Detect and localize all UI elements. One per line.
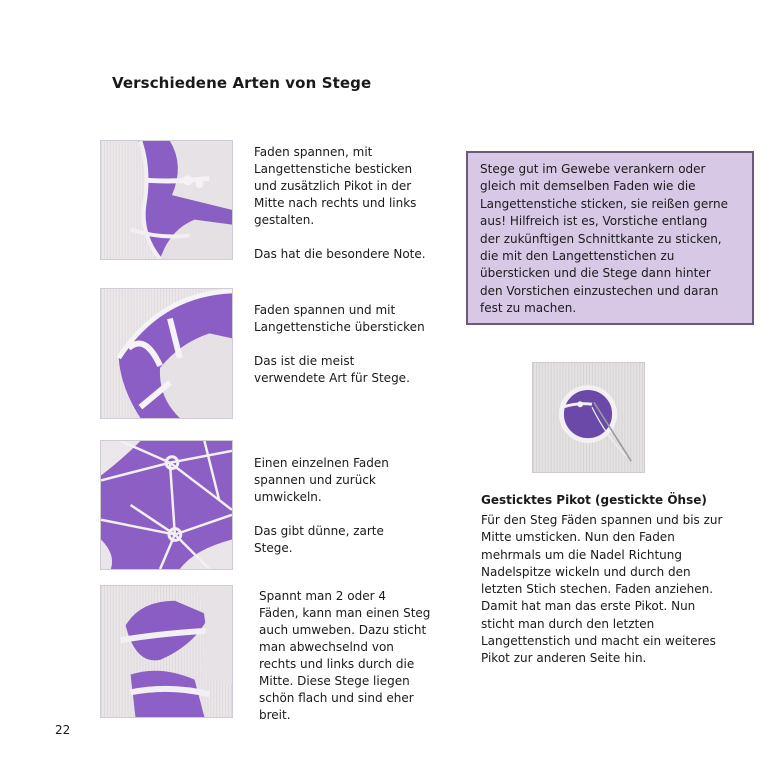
embroidery-photo-woven-bar [100, 585, 233, 718]
page-title: Verschiedene Arten von Stege [112, 74, 372, 92]
embroidery-photo-buttonhole-bar [100, 288, 233, 419]
section-text-2: Faden spannen und mit Langettenstiche übersticken Das ist die meist verwendete Art für Stege. [254, 303, 425, 385]
pikot-text: Für den Steg Fäden spannen und bis zur Mitte umsticken. Nun den Faden mehrmals um die Nadel Richtung Nadelspitze wickeln und durch den letzten Stich stechen. Faden anziehen. Damit hat man das erste Pikot. Nun sticht man durch den letzten Langettenstich und macht ein weiteres Pikot zur anderen Seite hin. [481, 513, 723, 666]
embroidery-photo-wrapped-bar [100, 440, 233, 570]
section-text-4: Spannt man 2 oder 4 Fäden, kann man einen Steg auch umweben. Dazu sticht man abwechselnd von rechts und links durch die Mitte. Diese Stege liegen schön flach und sind eher breit. [259, 589, 431, 722]
embroidery-photo-picot-bar [100, 140, 233, 260]
pikot-heading: Gesticktes Pikot (gestickte Öhse) [481, 493, 707, 507]
page-number: 22 [55, 723, 71, 737]
tip-callout-box: Stege gut im Gewebe verankern oder gleich mit demselben Faden wie die Langettenstiche sticken, sie reißen gerne aus! Hilfreich ist es, Vorstiche entlang der zukünftigen Schnittkante zu sticken, die mit den Langettenstichen zu übersticken und die Stege dann hinter den Vorstichen einzustechen und daran fest zu machen. [466, 151, 754, 325]
section-text-3: Einen einzelnen Faden spannen und zurück umwickeln. Das gibt dünne, zarte Stege. [254, 456, 389, 555]
embroidery-photo-pikot-ring [532, 362, 645, 473]
section-text-1: Faden spannen, mit Langettenstiche besticken und zusätzlich Pikot in der Mitte nach rechts und links gestalten. Das hat die besondere Note. [254, 145, 426, 261]
